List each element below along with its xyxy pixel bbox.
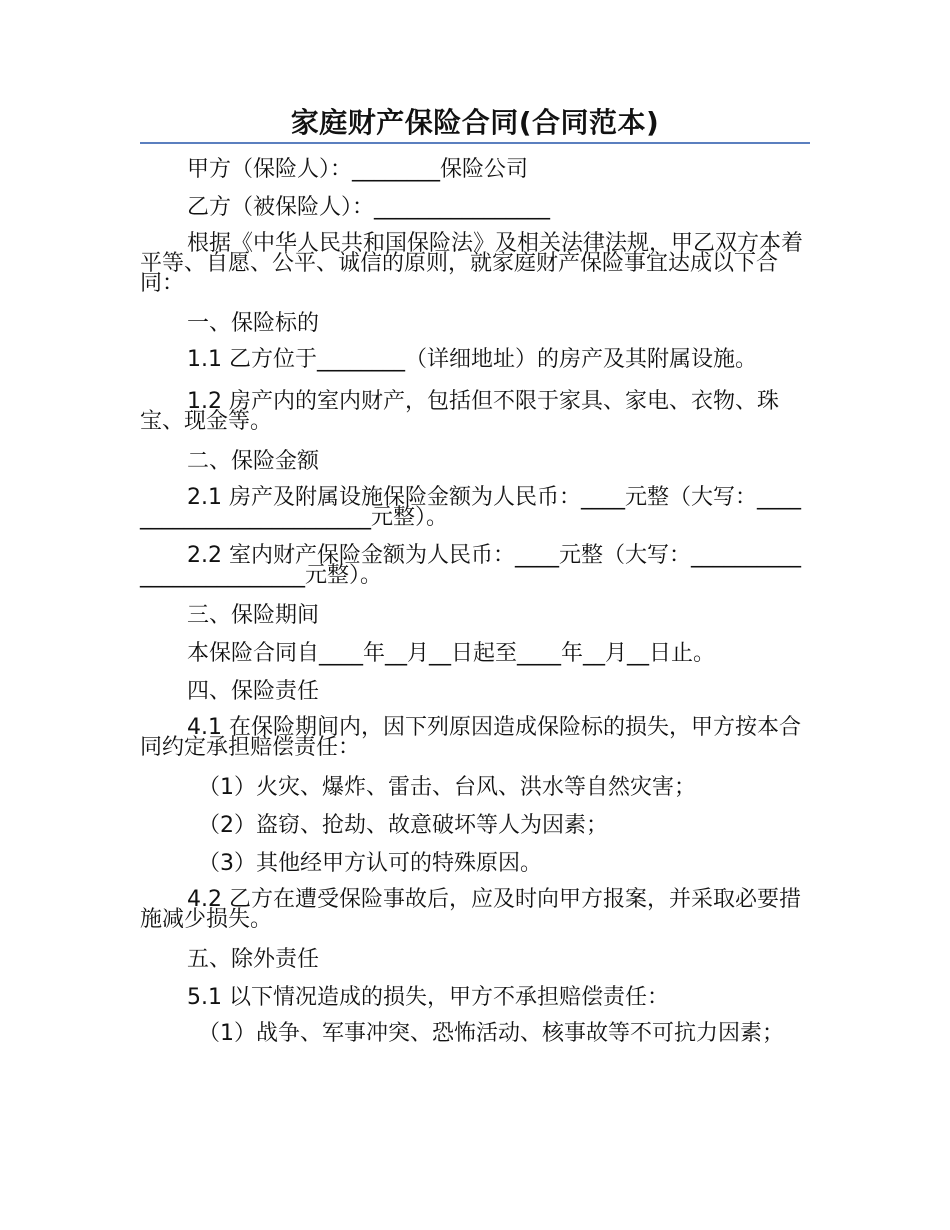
section-1-heading: 一、保险标的 xyxy=(187,311,320,336)
title-block xyxy=(140,104,810,144)
section-2-heading: 二、保险金额 xyxy=(187,449,320,474)
clause-2-2: 2.2 室内财产保险金额为人民币：____元整（大写：_________________________元整）。 xyxy=(140,543,801,588)
contract-body xyxy=(140,158,810,1066)
item-4-1-3: （3）其他经甲方认可的特殊原因。 xyxy=(198,851,542,876)
item-5-1-1: （1）战争、军事冲突、恐怖活动、核事故等不可抗力因素； xyxy=(198,1021,784,1046)
document-title: 家庭财产保险合同(合同范本) xyxy=(290,106,660,139)
party-a-line: 甲方（保险人）：________保险公司 xyxy=(187,157,529,182)
clause-4-1: 4.1 在保险期间内，因下列原因造成保险标的损失，甲方按本合同约定承担赔偿责任： xyxy=(140,715,801,760)
item-4-1-1: （1）火灾、爆炸、雷击、台风、洪水等自然灾害； xyxy=(198,775,696,800)
clause-2-1: 2.1 房产及附属设施保险金额为人民币：____元整（大写：_________________________元整）。 xyxy=(140,485,801,530)
item-4-1-2: （2）盗窃、抢劫、故意破坏等人为因素； xyxy=(198,813,608,838)
intro-paragraph: 根据《中华人民共和国保险法》及相关法律法规，甲乙双方本着平等、自愿、公平、诚信的原则，就家庭财产保险事宜达成以下合同： xyxy=(140,231,804,296)
party-b-line: 乙方（被保险人）：________________ xyxy=(187,195,551,220)
period-clause: 本保险合同自____年__月__日起至____年__月__日止。 xyxy=(187,641,716,666)
clause-1-2: 1.2 房产内的室内财产，包括但不限于家具、家电、衣物、珠宝、现金等。 xyxy=(140,389,779,434)
clause-1-1: 1.1 乙方位于________（详细地址）的房产及其附属设施。 xyxy=(187,347,757,372)
section-3-heading: 三、保险期间 xyxy=(187,603,320,628)
section-4-heading: 四、保险责任 xyxy=(187,679,320,704)
clause-4-2: 4.2 乙方在遭受保险事故后，应及时向甲方报案，并采取必要措施减少损失。 xyxy=(140,887,801,932)
section-5-heading: 五、除外责任 xyxy=(187,947,320,972)
clause-5-1: 5.1 以下情况造成的损失，甲方不承担赔偿责任： xyxy=(187,985,669,1010)
